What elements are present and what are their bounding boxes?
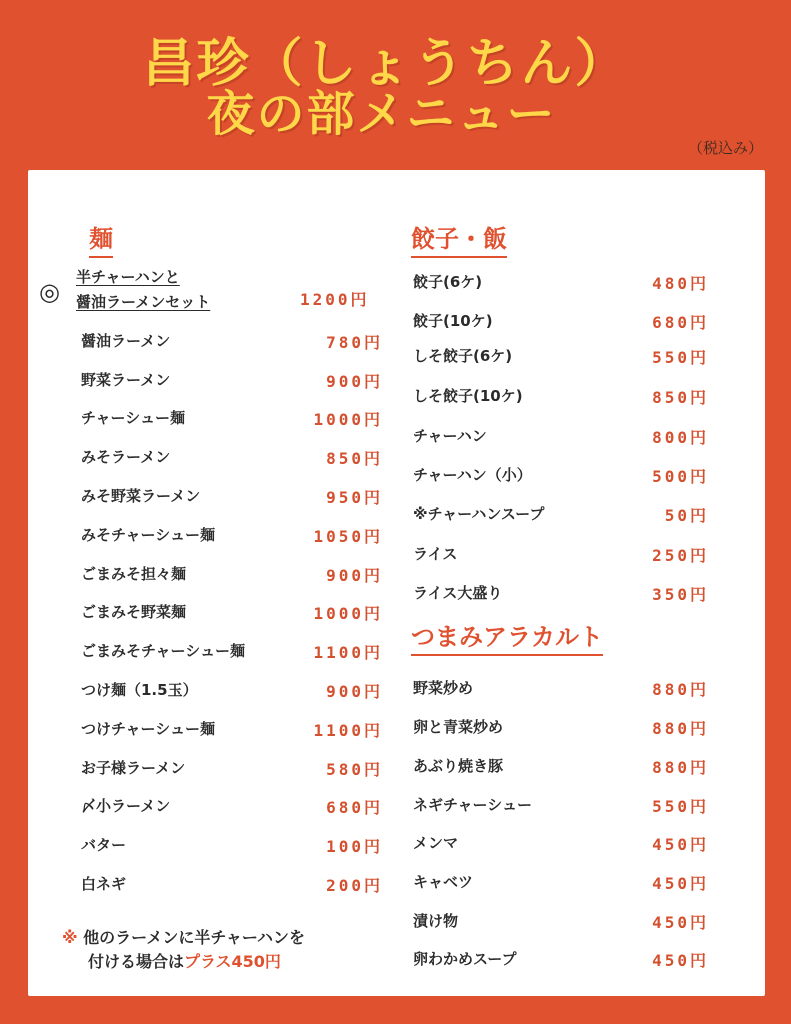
item-price: 100円: [326, 837, 383, 856]
menu-item: [81, 524, 383, 548]
item-name: ごまみそ担々麺: [81, 565, 187, 583]
item-name: ごまみそチャーシュー麺: [81, 642, 245, 660]
note-line2: [62, 950, 305, 974]
item-name: つけチャーシュー麺: [81, 720, 215, 738]
menu-item: [81, 601, 383, 625]
menu-item: [413, 310, 709, 334]
item-name: 漬け物: [413, 912, 459, 930]
item-name: 醤油ラーメン: [81, 332, 171, 350]
item-name: ネギチャーシュー: [413, 796, 532, 814]
restaurant-title: 昌珍（しょうちん）: [142, 34, 629, 94]
item-price: 450円: [652, 874, 709, 893]
item-price: 880円: [652, 758, 709, 777]
tsumami-heading: つまみアラカルト: [411, 624, 603, 656]
item-price: 50円: [664, 506, 709, 525]
item-price: 200円: [326, 876, 383, 895]
item-price: 350円: [652, 585, 709, 604]
item-name: 餃子(10ケ): [413, 312, 493, 330]
item-name: ライス: [413, 545, 458, 563]
item-price: 480円: [652, 274, 709, 293]
menu-item: [81, 679, 383, 703]
menu-item: [413, 871, 709, 895]
item-price: 880円: [652, 719, 709, 738]
item-price: 550円: [652, 348, 709, 367]
menu-item: [413, 271, 709, 295]
item-price: 950円: [326, 488, 383, 507]
item-price: 850円: [326, 449, 383, 468]
menu-item: [413, 716, 709, 740]
item-name: ライス大盛り: [413, 584, 503, 602]
menu-item: [413, 832, 709, 856]
note-line1: [62, 926, 305, 950]
menu-item: [413, 755, 709, 779]
set-name-line2: 醤油ラーメンセット: [76, 293, 211, 311]
menu-item: [413, 385, 709, 409]
note-mark-icon: ※: [62, 928, 78, 947]
set-note: [62, 926, 305, 974]
item-name: 〆小ラーメン: [81, 797, 171, 815]
menu-subtitle: 夜の部メニュー: [206, 86, 557, 142]
item-price: 800円: [652, 428, 709, 447]
note-text2: 付ける場合は: [88, 952, 185, 971]
item-price: 850円: [652, 388, 709, 407]
menu-item: [81, 640, 383, 664]
menu-item: [413, 910, 709, 934]
menu-item: [413, 794, 709, 818]
item-name: あぶり焼き豚: [413, 757, 504, 775]
item-name: お子様ラーメン: [81, 759, 186, 777]
item-name: 卵わかめスープ: [413, 950, 517, 968]
tax-note: （税込み）: [688, 139, 764, 157]
item-price: 500円: [652, 467, 709, 486]
item-price: 250円: [652, 546, 709, 565]
menu-item: [413, 464, 709, 488]
item-price: 1100円: [313, 643, 383, 662]
item-price: 680円: [326, 798, 383, 817]
item-name: しそ餃子(6ケ): [413, 347, 513, 365]
item-price: 1000円: [313, 410, 383, 429]
set-price: 1200円: [300, 290, 370, 309]
item-name: チャーハン（小）: [413, 466, 532, 484]
item-name: しそ餃子(10ケ): [413, 387, 523, 405]
menu-item: [81, 834, 383, 858]
menu-item: [81, 873, 383, 897]
item-name: 餃子(6ケ): [413, 273, 483, 291]
menu-item: [413, 345, 709, 369]
menu-item: [413, 677, 709, 701]
item-price: 900円: [326, 372, 383, 391]
item-price: 450円: [652, 835, 709, 854]
item-name: キャベツ: [413, 873, 474, 891]
set-name-line1: 半チャーハンと: [76, 268, 180, 286]
item-price: 1100円: [313, 721, 383, 740]
menu-item: [81, 407, 383, 431]
menu-item: [81, 485, 383, 509]
set-name: [76, 265, 210, 315]
menu-item: [81, 446, 383, 470]
item-name: みそチャーシュー麺: [81, 526, 215, 544]
menu-item: [81, 563, 383, 587]
item-name: 卵と青菜炒め: [413, 718, 504, 736]
item-price: 550円: [652, 797, 709, 816]
menu-item: [81, 718, 383, 742]
menu-item: [81, 757, 383, 781]
item-name: ※チャーハンスープ: [413, 505, 545, 523]
item-price: 1050円: [313, 527, 383, 546]
menu-item: [413, 503, 709, 527]
item-price: 1000円: [313, 604, 383, 623]
item-name: 野菜ラーメン: [81, 371, 171, 389]
item-name: チャーハン: [413, 427, 487, 445]
menu-item: [81, 795, 383, 819]
item-price: 900円: [326, 682, 383, 701]
item-price: 450円: [652, 913, 709, 932]
item-name: みそラーメン: [81, 448, 171, 466]
note-text1: 他のラーメンに半チャーハンを: [83, 928, 306, 947]
item-name: バター: [81, 836, 127, 854]
men-heading: 麺: [89, 226, 113, 258]
menu-item: [81, 330, 383, 354]
menu-item: [413, 425, 709, 449]
item-price: 780円: [326, 333, 383, 352]
item-name: ごまみそ野菜麺: [81, 603, 187, 621]
item-name: チャーシュー麺: [81, 409, 185, 427]
item-name: つけ麺（1.5玉）: [81, 681, 198, 699]
item-name: みそ野菜ラーメン: [81, 487, 201, 505]
gyoza-heading: 餃子・飯: [411, 226, 507, 258]
item-name: 野菜炒め: [413, 679, 474, 697]
item-price: 450円: [652, 951, 709, 970]
item-price: 880円: [652, 680, 709, 699]
menu-item: [81, 369, 383, 393]
item-name: メンマ: [413, 834, 459, 852]
set-mark-icon: ◎: [39, 278, 60, 306]
menu-item: [413, 582, 709, 606]
menu-item: [413, 948, 709, 972]
item-price: 900円: [326, 566, 383, 585]
menu-item: [413, 543, 709, 567]
note-accent: プラス450円: [184, 952, 281, 971]
item-price: 580円: [326, 760, 383, 779]
item-name: 白ネギ: [81, 875, 127, 893]
item-price: 680円: [652, 313, 709, 332]
